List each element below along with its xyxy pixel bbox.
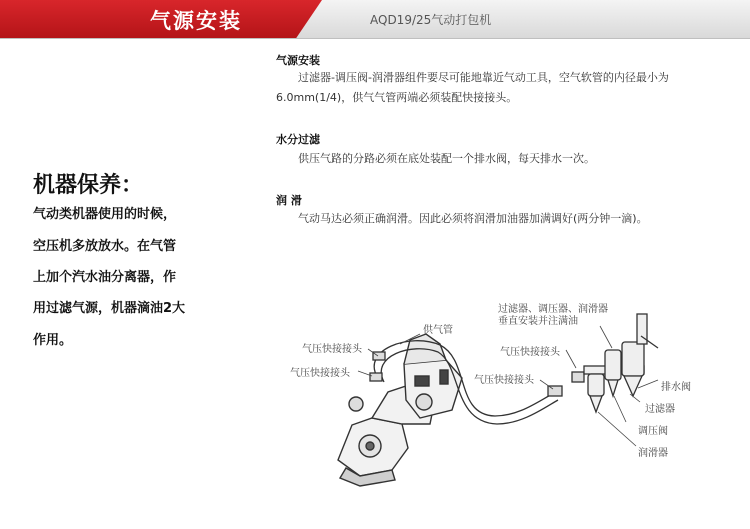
section-title-lubrication: 润 滑 [276,194,302,207]
section-title-air-install: 气源安装 [276,54,320,67]
page-title: 气源安装 [150,9,242,33]
section-body-water-filter: 供压气路的分路必须在底处装配一个排水阀，每天排水一次。 [298,152,595,165]
air-install-line-2: 6.0mm(1/4)，供气气管两端必须装配快接接头。 [276,91,518,104]
label-quick-coupler: 气压快接接头 [302,344,362,355]
label-quick-coupler: 气压快接接头 [474,375,534,386]
label-filter: 过滤器 [645,404,675,415]
maintenance-line: 用过滤气源，机器滴油2大 [33,301,186,316]
air-install-line-1: 过滤器-调压阀-润滑器组件要尽可能地靠近气动工具，空气软管的内径最小为 [298,71,669,84]
maintenance-line: 上加个汽水油分离器，作 [33,270,177,285]
quick-coupler-body [373,352,385,360]
label-regulator: 调压阀 [638,426,668,437]
label-frl-vertical-1: 过滤器、调压器、润滑器 [498,304,608,315]
label-frl-vertical-2: 垂直安装并注满油 [498,316,578,327]
label-lubricator: 润滑器 [638,448,668,459]
quick-coupler-body [370,373,382,381]
label-quick-coupler: 气压快接接头 [290,368,350,379]
maintenance-line: 空压机多放放水。在气管 [33,239,177,254]
section-title-water-filter: 水分过滤 [276,133,320,146]
label-quick-coupler: 气压快接接头 [500,347,560,358]
maintenance-line: 作用。 [33,333,73,348]
quick-coupler-body [572,372,584,382]
section-body-lubrication: 气动马达必须正确润滑。因此必须将润滑加油器加满调好(两分钟一滴)。 [298,212,648,225]
maintenance-line: 气动类机器使用的时候， [33,207,177,222]
frl-unit-illustration [584,314,658,412]
label-drain-valve: 排水阀 [661,382,691,393]
maintenance-title: 机器保养： [33,173,144,198]
quick-coupler-body [548,386,562,396]
product-model: AQD19/25气动打包机 [370,13,492,27]
label-supply-pipe: 供气管 [423,325,453,336]
